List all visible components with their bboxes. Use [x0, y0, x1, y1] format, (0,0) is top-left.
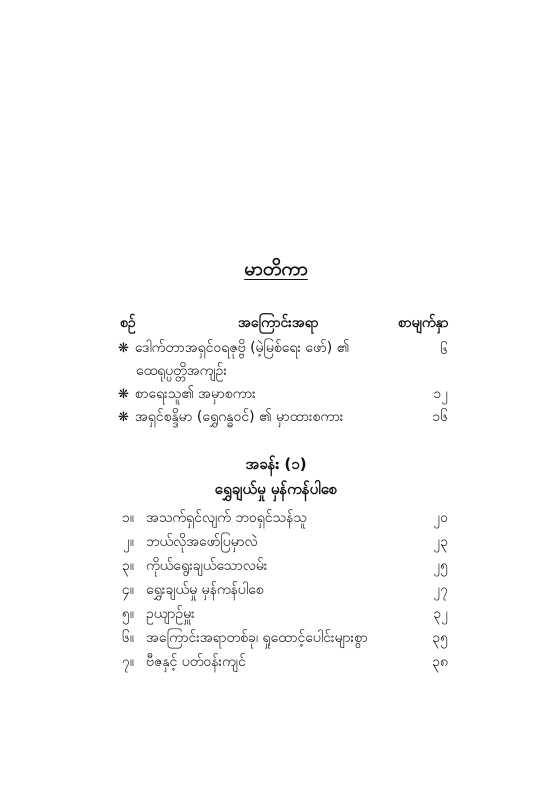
entry-title: အကြောင်းအရာတစ်ခု၊ ရှုထောင့်ပေါင်းများစွာ — [146, 630, 368, 646]
entry-number: ၁။ — [121, 510, 134, 526]
entry-title: ကိုယ်ရွေးချယ်သောလမ်း — [146, 558, 268, 574]
asterism-icon: ❋ — [118, 410, 129, 425]
front-matter-page: ၆ — [440, 342, 448, 358]
entry-number: ၇။ — [121, 654, 134, 670]
front-matter-title-continued: ထေရုပ္ပတ္တိအကျဉ်း — [136, 363, 227, 379]
front-matter-title: အရှင်စန္ဒိမာ (ရွှေဂန္ဓဝင်) ၏ မှာထားစကား — [134, 409, 344, 425]
entry-title: ရွှေးချယ်မှု မှန်ကန်ပါစေ — [146, 582, 264, 598]
entry-page: ၂၀ — [433, 510, 448, 526]
chapter-number: အခန်း (၁) — [245, 455, 307, 473]
column-header-page: စာမျက်နှာ — [398, 315, 449, 331]
front-matter-title: စာရေးသူ၏ အမှာစကား — [134, 386, 256, 402]
entry-number: ၃။ — [121, 558, 134, 574]
asterism-icon: ❋ — [118, 341, 129, 356]
entry-page: ၂၇ — [433, 582, 448, 598]
entry-page: ၂၃ — [433, 534, 448, 550]
entry-number: ၄။ — [121, 582, 134, 598]
entry-title: ဥယျာဉ်မှူး — [146, 606, 195, 622]
entry-page: ၂၅ — [433, 558, 448, 574]
front-matter-item — [118, 384, 256, 405]
entry-number: ၅။ — [121, 606, 134, 622]
front-matter-page: ၁၆ — [432, 409, 448, 425]
toc-title: မာတိကာ — [244, 258, 308, 280]
entry-page: ၃၈ — [432, 654, 448, 670]
column-header-no: စဉ် — [120, 315, 136, 331]
front-matter-item — [118, 407, 343, 428]
front-matter-title: ဒေါက်တာအရှင်ဝရဇုဗ္ဗိ (မဲ့မြစ်ရေး ဖော်) ၏ — [134, 340, 350, 356]
entry-title: အသက်ရှင်လျက် ဘဝရှင်သန်သူ — [146, 510, 307, 526]
front-matter-page: ၁၂ — [433, 386, 448, 402]
entry-title: ဗီဇနှင့် ပတ်ဝန်းကျင် — [146, 654, 246, 670]
asterism-icon: ❋ — [118, 387, 129, 402]
entry-page: ၃၂ — [433, 606, 448, 622]
chapter-title: ရွှေချယ်မှု မှန်ကန်ပါစေ — [214, 480, 338, 498]
front-matter-item — [118, 338, 349, 359]
entry-page: ၃၅ — [432, 630, 448, 646]
entry-title: ဘယ်လိုအဖော်ပြမှာလဲ — [146, 534, 258, 550]
column-header-content: အကြောင်းအရာ — [238, 315, 319, 331]
entry-number: ၂။ — [122, 534, 134, 550]
entry-number: ၆။ — [121, 630, 134, 646]
